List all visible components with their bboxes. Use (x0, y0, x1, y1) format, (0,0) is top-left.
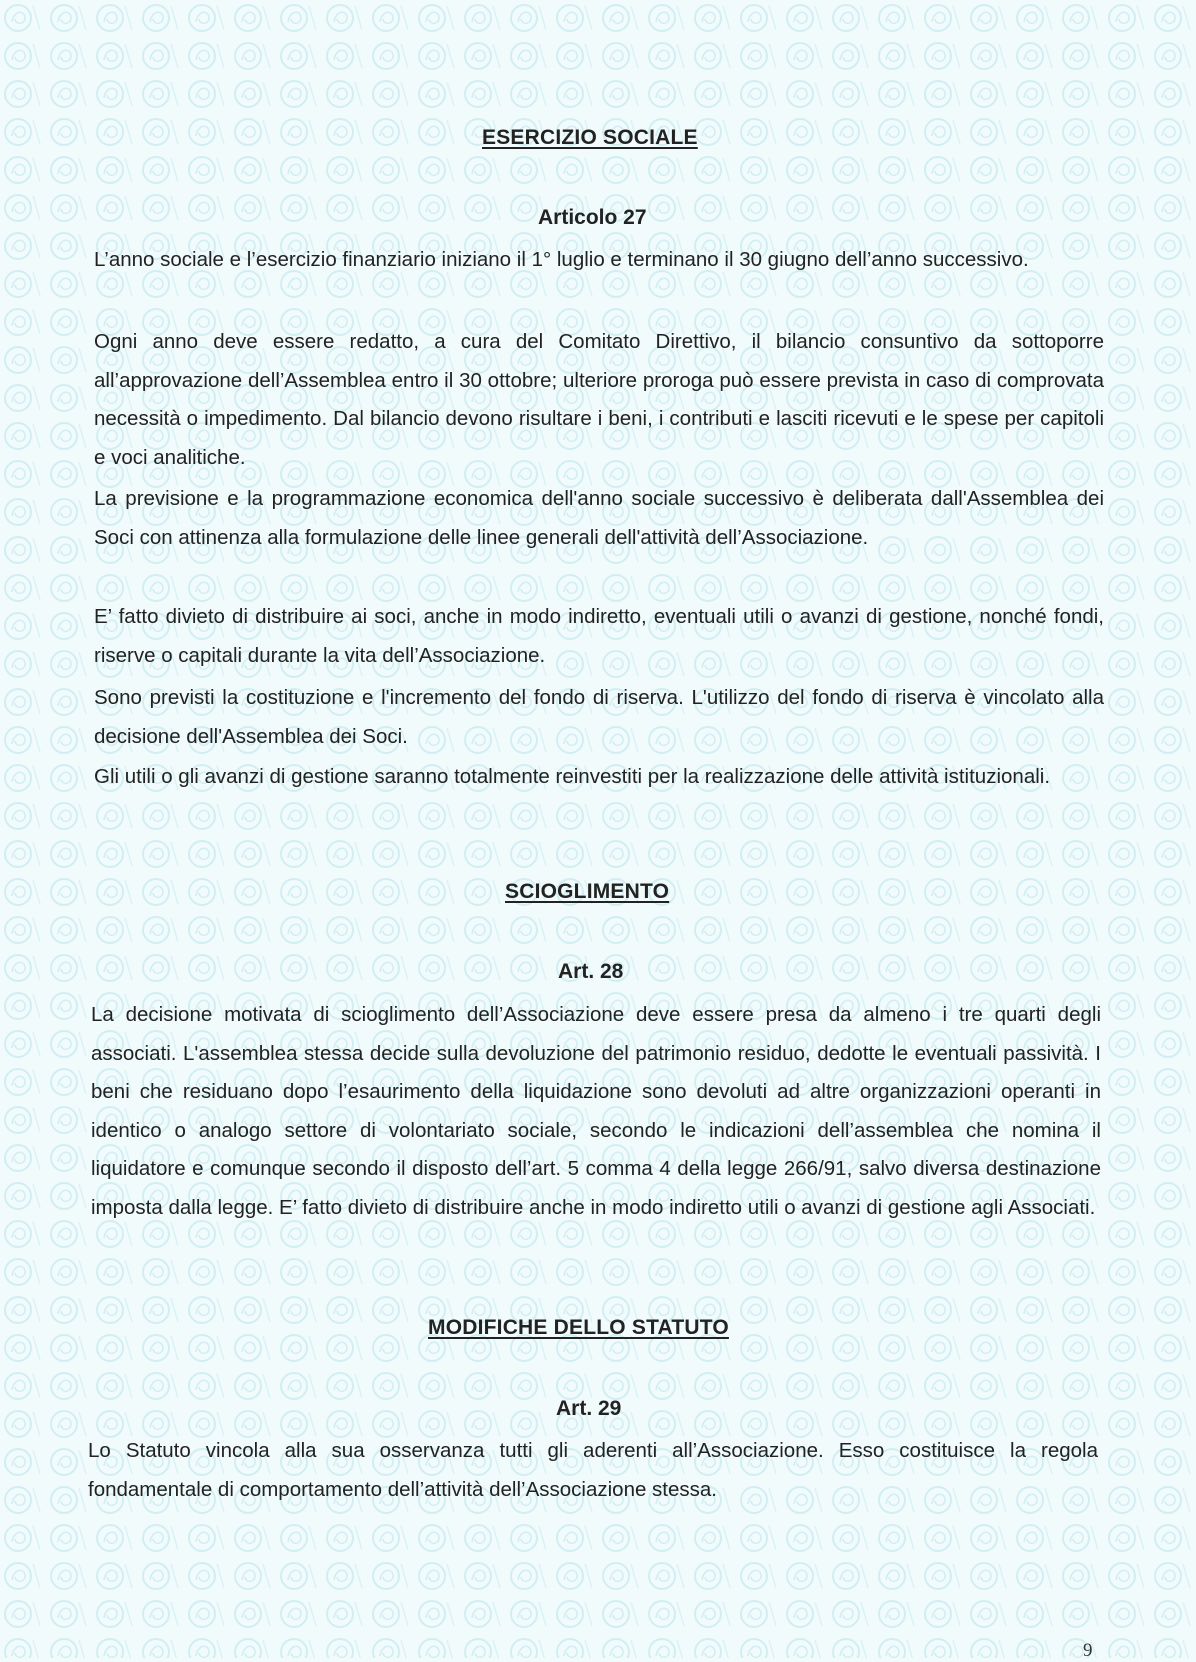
article-heading-29: Art. 29 (556, 1397, 622, 1420)
paragraph: L’anno sociale e l’esercizio finanziario iniziano il 1° luglio e terminano il 30 giugno dell’anno successivo. (94, 248, 1029, 271)
paragraph: Sono previsti la costituzione e l'incremento del fondo di riserva. L'utilizzo del fondo di riserva è vincolato alla decisione dell'Assemblea dei Soci. (94, 686, 1104, 748)
article-heading-27: Articolo 27 (538, 206, 647, 229)
paragraph: Gli utili o gli avanzi di gestione saranno totalmente reinvestiti per la realizzazione delle attività istituzionali. (94, 765, 1051, 788)
section-title-esercizio-sociale: ESERCIZIO SOCIALE (482, 126, 698, 149)
paragraph: La previsione e la programmazione economica dell'anno sociale successivo è deliberata dall'Assemblea dei Soci con attinenza alla formulazione delle linee generali dell'attività dell’Associazione. (94, 487, 1104, 549)
page-number: 9 (1083, 1640, 1093, 1661)
article-heading-28: Art. 28 (558, 960, 624, 983)
paragraph: E’ fatto divieto di distribuire ai soci, anche in modo indiretto, eventuali utili o avanzi di gestione, nonché fondi, riserve o capitali durante la vita dell’Associazione. (94, 605, 1104, 667)
section-title-scioglimento: SCIOGLIMENTO (505, 880, 670, 903)
section-title-modifiche-dello-statuto: MODIFICHE DELLO STATUTO (428, 1316, 729, 1339)
paragraph: Lo Statuto vincola alla sua osservanza tutti gli aderenti all’Associazione. Esso costituisce la regola fondamentale di comportamento dell’attività dell’Associazione stessa. (88, 1439, 1098, 1501)
paragraph: La decisione motivata di scioglimento dell’Associazione deve essere presa da almeno i tre quarti degli associati. L'assemblea stessa decide sulla devoluzione del patrimonio residuo, dedotte le eventuali passività. I beni che residuano dopo l’esaurimento della liquidazione sono devoluti ad altre organizzazioni operanti in identico o analogo settore di volontariato sociale, secondo le indicazioni dell’assemblea che nomina il liquidatore e comunque secondo il disposto dell’art. 5 comma 4 della legge 266/91, salvo diversa destinazione imposta dalla legge. E’ fatto divieto di distribuire anche in modo indiretto utili o avanzi di gestione agli Associati. (91, 1003, 1101, 1219)
paragraph: Ogni anno deve essere redatto, a cura del Comitato Direttivo, il bilancio consuntivo da sottoporre all’approvazione dell’Assemblea entro il 30 ottobre; ulteriore proroga può essere prevista in caso di comprovata necessità o impedimento. Dal bilancio devono risultare i beni, i contributi e lasciti ricevuti e le spese per capitoli e voci analitiche. (94, 330, 1104, 469)
